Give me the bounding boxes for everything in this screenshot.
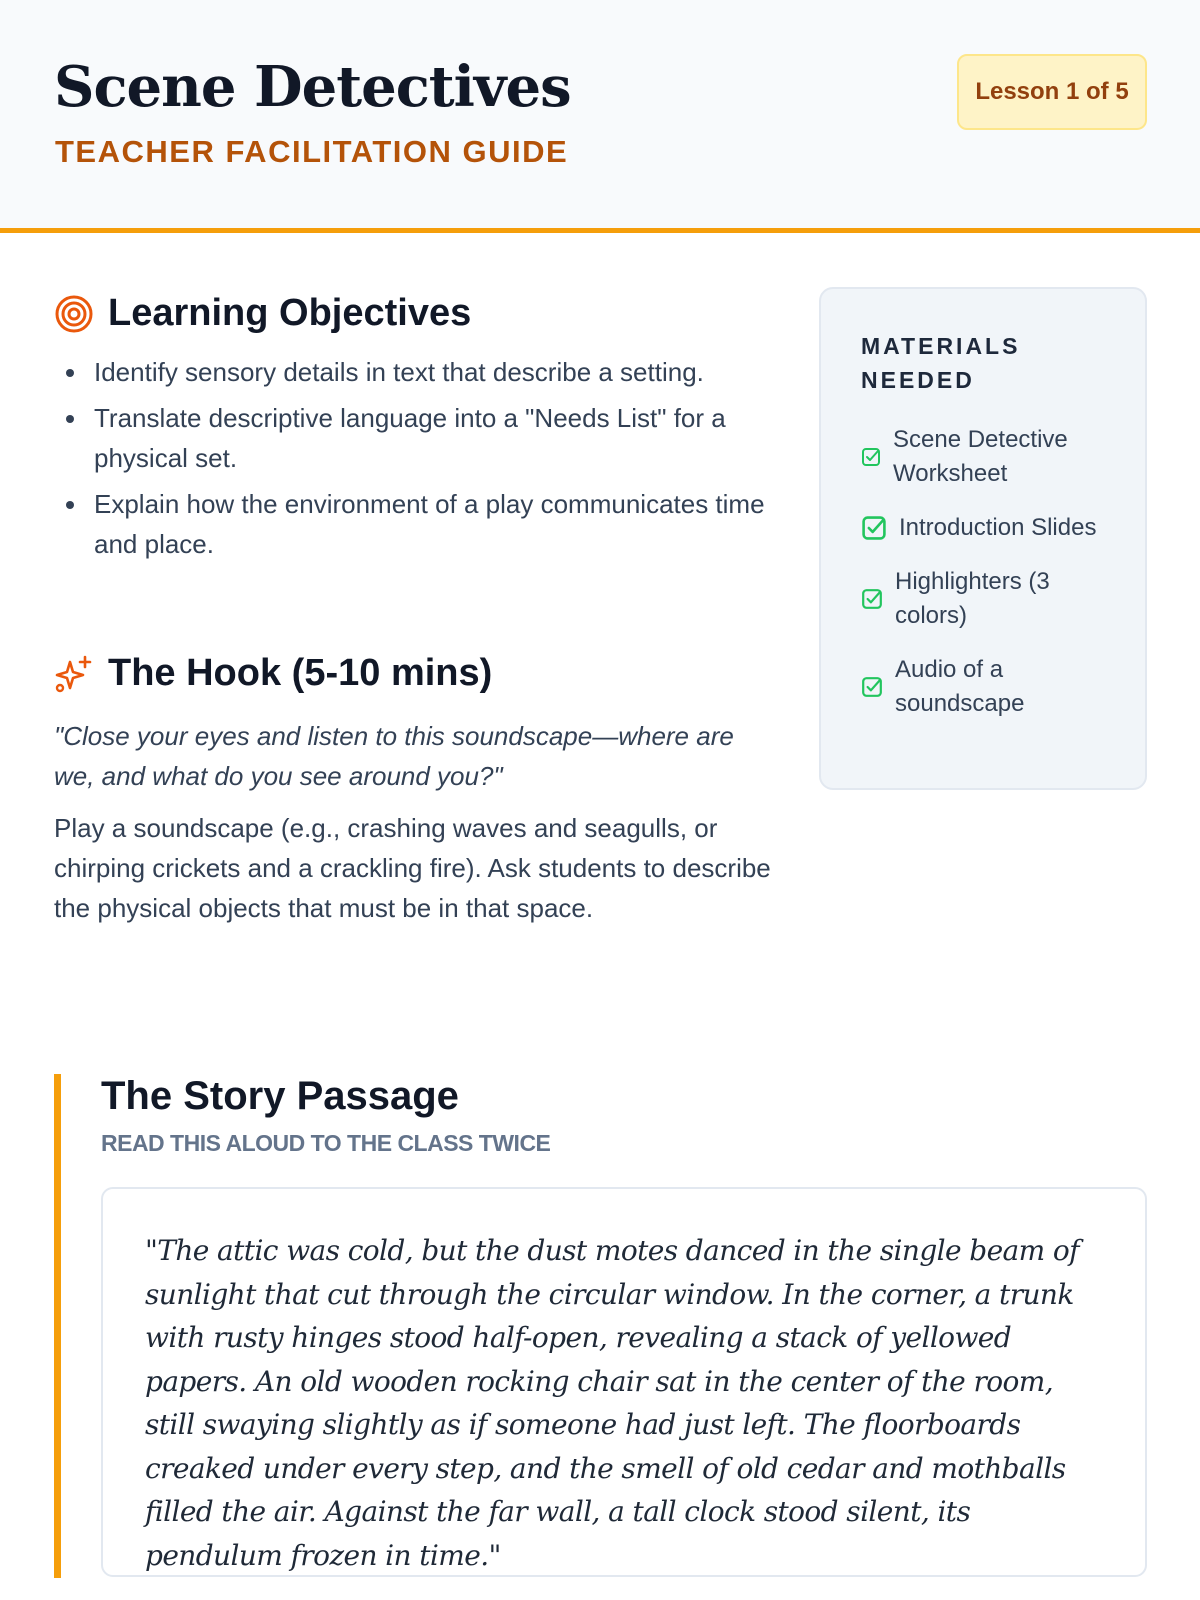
- checkbox-icon: [861, 676, 883, 698]
- hook-heading: [54, 652, 492, 695]
- list-item: [861, 511, 1115, 545]
- story-section: [54, 1074, 1147, 1578]
- objective-text: Translate descriptive language into a "Needs List" for a physical set.: [94, 403, 726, 473]
- page-title: Scene Detectives: [54, 54, 571, 120]
- list-item: [66, 484, 776, 564]
- lesson-badge: Lesson 1 of 5: [957, 54, 1147, 130]
- list-item: [66, 352, 776, 392]
- hook-quote: "Close your eyes and listen to this soundscape—where are we, and what do you see around you?": [54, 721, 734, 791]
- checkbox-icon: [861, 588, 883, 610]
- story-title: The Story Passage: [101, 1074, 459, 1118]
- list-item: [861, 423, 1115, 491]
- bullet: [66, 369, 74, 377]
- sparkles-icon: [54, 654, 94, 694]
- material-label: Audio of a soundscape: [895, 656, 1025, 717]
- objective-text: Identify sensory details in text that describe a setting.: [94, 357, 704, 387]
- checkbox-icon: [861, 447, 881, 467]
- bullet: [66, 415, 74, 423]
- materials-title: MATERIALS NEEDED: [861, 333, 1021, 393]
- checkbox-icon: [861, 515, 887, 541]
- objectives-heading: [54, 292, 471, 335]
- target-icon: [54, 294, 94, 334]
- story-passage: "The attic was cold, but the dust motes danced in the single beam of sunlight that cut through the circular window. In the corner, a trunk with rusty hinges stood half-open, revealing a stack of yellowed papers. An old wooden rocking chair sat in the center of the room, still swaying slightly as if someone had just left. The floorboards creaked under every step, and the smell of old cedar and mothballs filled the air. Against the far wall, a tall clock stood silent, its pendulum frozen in time.": [145, 1234, 1079, 1572]
- material-label: Introduction Slides: [899, 514, 1097, 541]
- material-label: Scene Detective Worksheet: [893, 426, 1068, 487]
- objectives-list: [66, 352, 776, 570]
- hook-heading-label: The Hook (5-10 mins): [108, 652, 493, 694]
- materials-card: [819, 287, 1147, 790]
- story-subtitle: READ THIS ALOUD TO THE CLASS TWICE: [101, 1130, 551, 1156]
- passage-box: [101, 1187, 1147, 1577]
- page-subtitle: TEACHER FACILITATION GUIDE: [55, 134, 569, 169]
- page-header: [0, 0, 1200, 233]
- objectives-heading-label: Learning Objectives: [108, 292, 472, 334]
- material-label: Highlighters (3 colors): [895, 568, 1050, 629]
- bullet: [66, 501, 74, 509]
- hook-instructions: Play a soundscape (e.g., crashing waves and seagulls, or chirping crickets and a crackling fire). Ask students to describe the physical objects that must be in that space.: [54, 813, 771, 923]
- list-item: [66, 398, 776, 478]
- objective-text: Explain how the environment of a play communicates time and place.: [94, 489, 765, 559]
- list-item: [861, 653, 1115, 721]
- list-item: [861, 565, 1115, 633]
